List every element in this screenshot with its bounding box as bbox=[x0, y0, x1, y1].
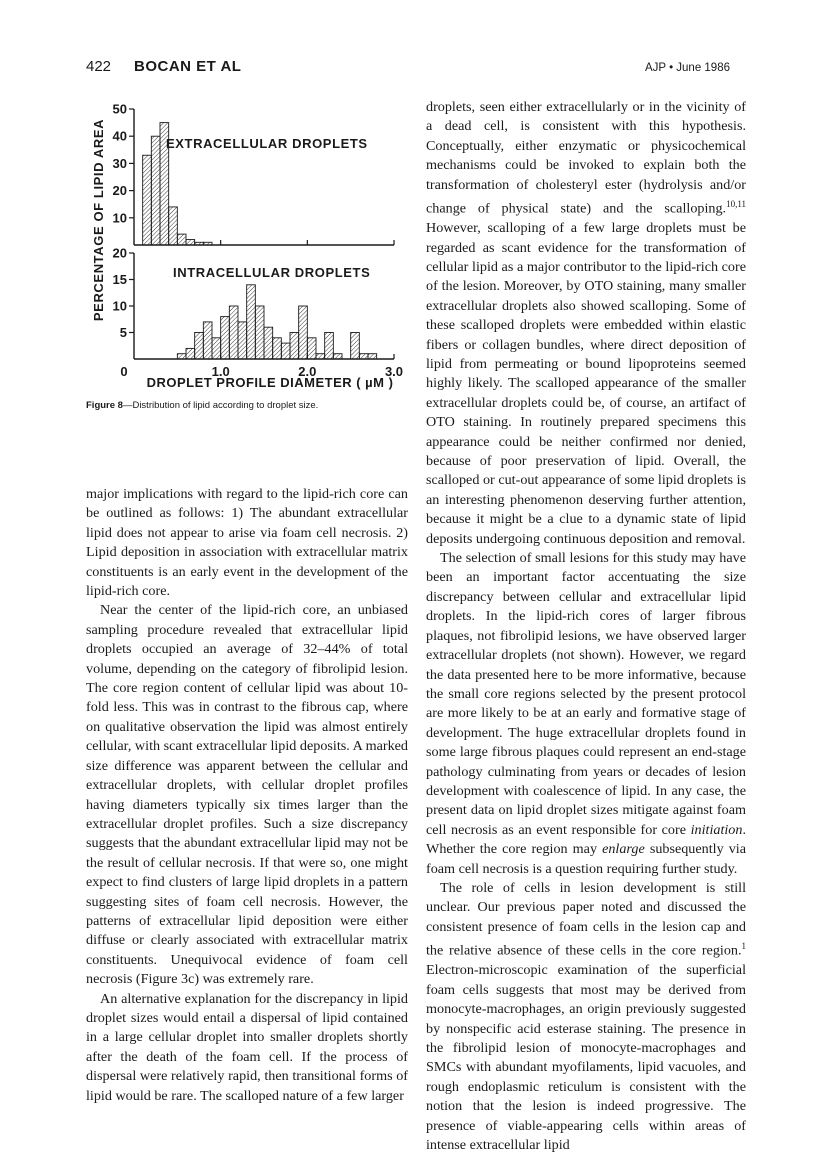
panel-title: INTRACELLULAR DROPLETS bbox=[173, 265, 371, 280]
histogram-bar bbox=[195, 242, 204, 245]
histogram-bar bbox=[195, 333, 204, 360]
histogram-bar bbox=[290, 333, 299, 360]
caption-text: —Distribution of lipid according to droplet size. bbox=[122, 400, 319, 411]
histogram-bar bbox=[307, 338, 316, 359]
emphasis: initiation bbox=[690, 821, 743, 838]
extracellular-panel bbox=[113, 102, 394, 246]
right-text-column bbox=[426, 98, 746, 1155]
left-text-column bbox=[86, 485, 408, 1106]
y-tick-label: 5 bbox=[119, 325, 127, 340]
paragraph: major implications with regard to the lipid-rich core can be outlined as follows: 1) The abundant extracellular lipid does not appear to arise via foam cell necrosis. 2) Lipid deposition in association with extracellular matrix constituents is an early event in the development of the lipid-rich core. bbox=[86, 486, 408, 600]
histogram-bar bbox=[333, 354, 342, 359]
y-tick-label: 20 bbox=[112, 245, 127, 261]
y-axis-label: PERCENTAGE OF LIPID AREA bbox=[91, 118, 106, 322]
paragraph bbox=[426, 879, 746, 1155]
histogram-bar bbox=[229, 306, 238, 359]
running-head-authors: BOCAN ET AL bbox=[134, 58, 242, 75]
histogram-bar bbox=[212, 338, 221, 359]
paragraph bbox=[426, 549, 746, 879]
caption-label: Figure 8 bbox=[86, 400, 123, 411]
emphasis: enlarge bbox=[602, 841, 645, 858]
paragraph: Near the center of the lipid-rich core, an unbiased sampling procedure revealed that extracellular lipid droplets occupied an average of 32–44% of total volume, depending on the category of fibrolipid lesion. The core region content of cellular lipid was about 10-fold less. This was in contrast to the fibrous cap, where on qualitative observation the lipid was almost entirely cellular, with scant extracellular lipid deposits. A marked size difference was apparent between the cellular and extracellular droplets, with cellular droplet profiles having diameters typically six times larger than the extracellular droplet profiles. Such a size discrepancy suggests that the abundant extracellular lipid may not be the result of cellular necrosis. If that were so, one might expect to find clusters of large lipid droplets in a pattern suggesting sites of foam cell necrosis. However, the patterns of extracellular lipid deposition were either diffuse or clearly associated with extracellular matrix constituents. Unequivocal evidence of foam cell necrosis (Figure 3c) was extremely rare. bbox=[86, 602, 408, 988]
histogram-bar bbox=[247, 285, 256, 359]
histogram-bar bbox=[177, 234, 186, 245]
text-run: subsequently via foam cell necrosis is a question requiring further study. bbox=[426, 841, 746, 877]
text-run: The selection of small lesions for this study may have been an important factor accentuating the size discrepancy between cellular and extracellular lipid droplets. In the lipid-rich cores of larger fibrous plaques, not fibrolipid lesions, we have observed larger extracellular droplets (not shown). However, we regard the data presented here to be more informative, because the small core regions selected by the present protocol are more likely to be at an early and formative stage of development. The huge extracellular droplets found in some large fibrous plaques could represent an end-stage pathology culminating from years or decades of lesion development with coalescence of lipid. In any case, the present data on lipid droplet sizes mitigate against foam cell necrosis as an event responsible for core bbox=[426, 550, 746, 838]
histogram-bar bbox=[351, 333, 360, 360]
histogram-bar bbox=[221, 317, 230, 359]
paragraph: An alternative explanation for the discrepancy in lipid droplet sizes would entail a dispersal of lipid contained in a large cellular droplet into smaller droplets shortly after the death of the foam cell. If the process of dispersal were relatively rapid, then transitional forms of lipid would be rare. The scalloped nature of a few larger bbox=[86, 990, 408, 1104]
histogram-bar bbox=[359, 354, 368, 359]
journal-issue: AJP • June 1986 bbox=[644, 62, 730, 74]
y-tick-label: 50 bbox=[112, 101, 127, 117]
histogram-bar bbox=[203, 322, 212, 359]
histogram-bar bbox=[264, 327, 273, 359]
histogram-bar bbox=[316, 354, 325, 359]
text-run: Electron-microscopic examination of the superficial foam cells suggests that most may be derived from monocyte-macrophages, an origin previously suggested by nonspecific acid esterase staining. The presence in the fibrolipid lesion of monocyte-macrophages and SMCs with abundant myofilaments, lipid vacuoles, and rough endoplasmic reticulum is consistent with the notion that the lesion is indeed progressive. The presence of viable-appearing cells within areas of intense extracellular lipid bbox=[426, 962, 746, 1153]
x-axis-label: DROPLET PROFILE DIAMETER ( µM ) bbox=[146, 375, 394, 390]
histogram-bar bbox=[281, 343, 290, 359]
text-run: The role of cells in lesion development is still unclear. Our previous paper noted and discussed the consistent presence of foam cells in the lesion cap and the relative absence of these cells in the core region. bbox=[426, 879, 746, 959]
text-run: . Whether the core region may bbox=[426, 821, 746, 858]
histogram-bar bbox=[368, 354, 377, 359]
figure-caption bbox=[86, 400, 416, 411]
y-tick-label: 10 bbox=[112, 210, 127, 226]
histogram-bar bbox=[299, 306, 308, 359]
panel-title: EXTRACELLULAR DROPLETS bbox=[166, 136, 368, 151]
y-tick-label: 40 bbox=[112, 128, 127, 144]
histogram-bar bbox=[238, 322, 247, 359]
histogram-bar bbox=[151, 136, 160, 245]
histogram-bar bbox=[203, 242, 212, 245]
histogram-bar bbox=[169, 207, 178, 245]
x-tick-label: 2.0 bbox=[298, 364, 317, 379]
y-tick-label: 10 bbox=[112, 298, 127, 314]
y-tick-label: 20 bbox=[112, 183, 127, 199]
paragraph bbox=[426, 98, 746, 549]
x-tick-label: 1.0 bbox=[211, 364, 230, 379]
intracellular-panel bbox=[113, 246, 404, 380]
histogram-bar bbox=[143, 155, 152, 245]
x-tick-label: 3.0 bbox=[384, 364, 404, 379]
histogram-bar bbox=[325, 333, 334, 360]
histogram-bar bbox=[255, 306, 264, 359]
page-number: 422 bbox=[86, 58, 112, 75]
histogram-bar bbox=[273, 338, 282, 359]
histogram-bar bbox=[177, 354, 186, 359]
text-run: droplets, seen either extracellularly or in the vicinity of a dead cell, is consistent with this hypothesis. Conceptually, either enzymatic or physicochemical mechanisms could be invoked to explain both the transformation of cholesteryl ester (hydrolysis and/or change of physical state) and the scalloping. bbox=[426, 99, 746, 217]
histogram-bar bbox=[186, 240, 195, 245]
histogram-bar bbox=[186, 348, 195, 359]
y-tick-label: 30 bbox=[112, 155, 127, 171]
x-tick-label: 0 bbox=[120, 364, 128, 379]
text-run: However, scalloping of a few large droplets must be regarded as scant evidence for the transformation of cellular lipid as a major contributor to the lipid-rich core of the lesion. Moreover, by OTO staining, many smaller extracellular droplets also showed scalloping. Some of these scalloped droplets were embedded within elastic fibers or collagen bundles, where direct deposition of lipid from permeating or bound lipoproteins seemed highly likely. The scalloped appearance of the smaller extracellular droplets could be, of course, an artifact of OTO staining. In routinely prepared specimens this appearance could be neither confirmed nor denied, because of poor preservation of lipid. Overall, the scalloped or cut-out appearance of some lipid droplets is an interesting phenomenon deserving further attention, because it might be a clue to a dynamic state of lipid deposits undergoing continuous deposition and removal. bbox=[426, 220, 746, 547]
y-tick-label: 15 bbox=[112, 272, 127, 287]
reference-superscript: 1 bbox=[741, 941, 746, 952]
reference-superscript: 10,11 bbox=[726, 199, 746, 210]
figure-8-histogram bbox=[80, 100, 410, 395]
